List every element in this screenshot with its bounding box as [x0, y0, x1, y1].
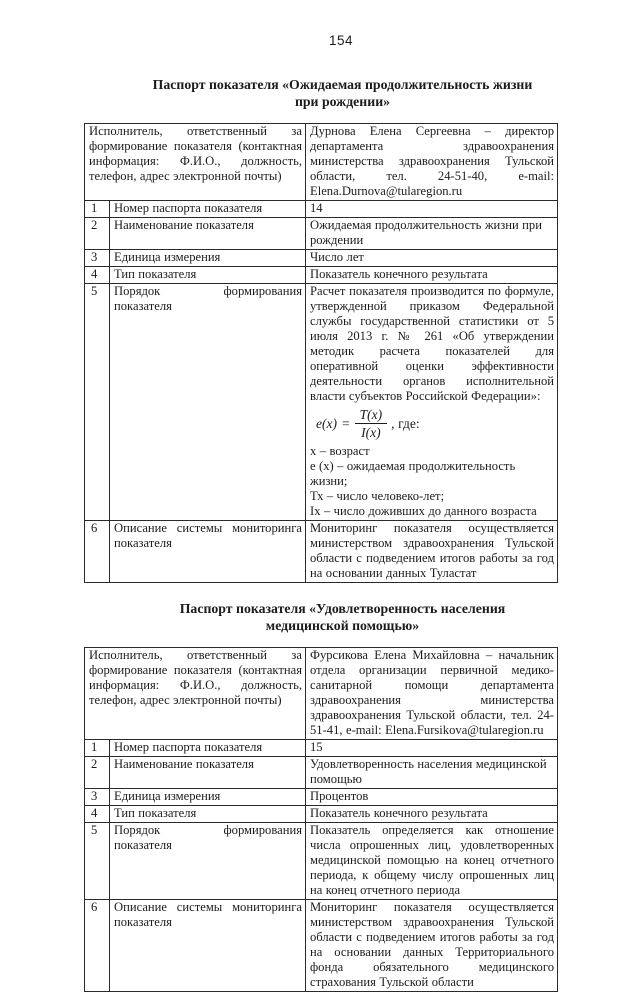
- row-label: Тип показателя: [110, 267, 306, 284]
- formula-suffix: , где:: [391, 416, 420, 431]
- row-number: 1: [85, 201, 110, 218]
- executor-value: Фурсикова Елена Михайловна – начальник отдела организации первичной медико-санитарной помощи департамента здравоохранения министерства здравоохранения Тульской области, тел. 24-51-41, e-mail: Elena.Fursikova@tularegion.ru: [306, 648, 558, 740]
- table-row-monitoring: [85, 900, 558, 992]
- row-label: Порядок формирования показателя: [110, 823, 306, 900]
- row-value: Ожидаемая продолжительность жизни при рождении: [306, 218, 558, 250]
- formula-denominator: I(x): [361, 425, 381, 440]
- formula-definitions: [310, 444, 554, 519]
- row-label: Единица измерения: [110, 250, 306, 267]
- passport-title-2: [0, 601, 640, 634]
- table-row: [85, 218, 558, 250]
- row-value: 14: [306, 201, 558, 218]
- row-value: Показатель конечного результата: [306, 806, 558, 823]
- row-label: Наименование показателя: [110, 218, 306, 250]
- passport-table-2: [84, 647, 558, 992]
- passport-title-1: [0, 77, 640, 110]
- row-label: Описание системы мониторинга показателя: [110, 521, 306, 583]
- row-label: Описание системы мониторинга показателя: [110, 900, 306, 992]
- row-label: Тип показателя: [110, 806, 306, 823]
- table-row: [85, 201, 558, 218]
- row-value: Показатель определяется как отношение числа опрошенных лиц, удовлетворенных медицинской помощью на конец отчетного периода, к общему числу опрошенных лиц на конец отчетного периода: [306, 823, 558, 900]
- row-value: Процентов: [306, 789, 558, 806]
- row-number: 6: [85, 521, 110, 583]
- formula-equals: =: [341, 416, 350, 431]
- row-number: 2: [85, 218, 110, 250]
- row-number: 4: [85, 806, 110, 823]
- executor-label: Исполнитель, ответственный за формирование показателя (контактная информация: Ф.И.О., должность, телефон, адрес электронной почты): [85, 124, 306, 201]
- row-number: 3: [85, 789, 110, 806]
- executor-value: Дурнова Елена Сергеевна – директор департамента здравоохранения министерства здравоохранения Тульской области, тел. 24-51-40, e-mail: Elena.Durnova@tularegion.ru: [306, 124, 558, 201]
- row-number: 2: [85, 757, 110, 789]
- row-value: Удовлетворенность населения медицинской помощью: [306, 757, 558, 789]
- table-row-executor: [85, 124, 558, 201]
- formula-numerator: T(x): [355, 407, 388, 424]
- passport-title-1-line1: Паспорт показателя «Ожидаемая продолжительность жизни: [152, 77, 533, 92]
- row-number: 3: [85, 250, 110, 267]
- table-row-monitoring: [85, 521, 558, 583]
- row-label: Номер паспорта показателя: [110, 740, 306, 757]
- passport-title-2-line1: Паспорт показателя «Удовлетворенность населения: [179, 601, 506, 616]
- table-row: [85, 267, 558, 284]
- table-row-formation-order: [85, 823, 558, 900]
- passport-title-1-line2: при рождении»: [294, 93, 391, 109]
- row-value: Мониторинг показателя осуществляется министерством здравоохранения Тульской области с подведением итогов работы за год на основании данных Туластат: [306, 521, 558, 583]
- passport-table-1: [84, 123, 558, 583]
- passport-title-2-line2: медицинской помощью»: [265, 617, 420, 633]
- row-label: Единица измерения: [110, 789, 306, 806]
- table-row: [85, 250, 558, 267]
- formula-lhs: e(x): [316, 416, 337, 431]
- table-row: [85, 757, 558, 789]
- table-row-formation-order: [85, 284, 558, 521]
- definition-tx: Тх – число человеко-лет;: [310, 489, 445, 503]
- row-value: [306, 284, 558, 521]
- row-number: 5: [85, 284, 110, 521]
- row-label: Номер паспорта показателя: [110, 201, 306, 218]
- life-expectancy-formula: [316, 407, 554, 440]
- row-value: 15: [306, 740, 558, 757]
- definition-ex: е (х) – ожидаемая продолжительность жизни;: [310, 459, 516, 488]
- definition-ix: Iх – число доживших до данного возраста: [310, 504, 537, 518]
- formation-order-text: Расчет показателя производится по формуле, утвержденной приказом Федеральной службы государственной статистики от 5 июля 2013 г. № 261 «Об утверждении методик расчета показателей для оперативной оценки эффективности деятельности органов исполнительной власти субъектов Российской Федерации»:: [310, 284, 554, 403]
- row-value: Число лет: [306, 250, 558, 267]
- page-number: 154: [328, 33, 354, 48]
- table-row: [85, 806, 558, 823]
- table-row-executor: [85, 648, 558, 740]
- formula-fraction: [355, 407, 388, 440]
- row-value: Мониторинг показателя осуществляется министерством здравоохранения Тульской области с подведением итогов работы за год на основании данных Территориального фонда обязательного медицинского страхования Тульской области: [306, 900, 558, 992]
- row-number: 6: [85, 900, 110, 992]
- table-row: [85, 789, 558, 806]
- row-value: Показатель конечного результата: [306, 267, 558, 284]
- row-number: 1: [85, 740, 110, 757]
- row-number: 5: [85, 823, 110, 900]
- row-label: Порядок формирования показателя: [110, 284, 306, 521]
- executor-label: Исполнитель, ответственный за формирование показателя (контактная информация: Ф.И.О., должность, телефон, адрес электронной почты): [85, 648, 306, 740]
- definition-x: х – возраст: [310, 444, 370, 458]
- row-label: Наименование показателя: [110, 757, 306, 789]
- table-row: [85, 740, 558, 757]
- row-number: 4: [85, 267, 110, 284]
